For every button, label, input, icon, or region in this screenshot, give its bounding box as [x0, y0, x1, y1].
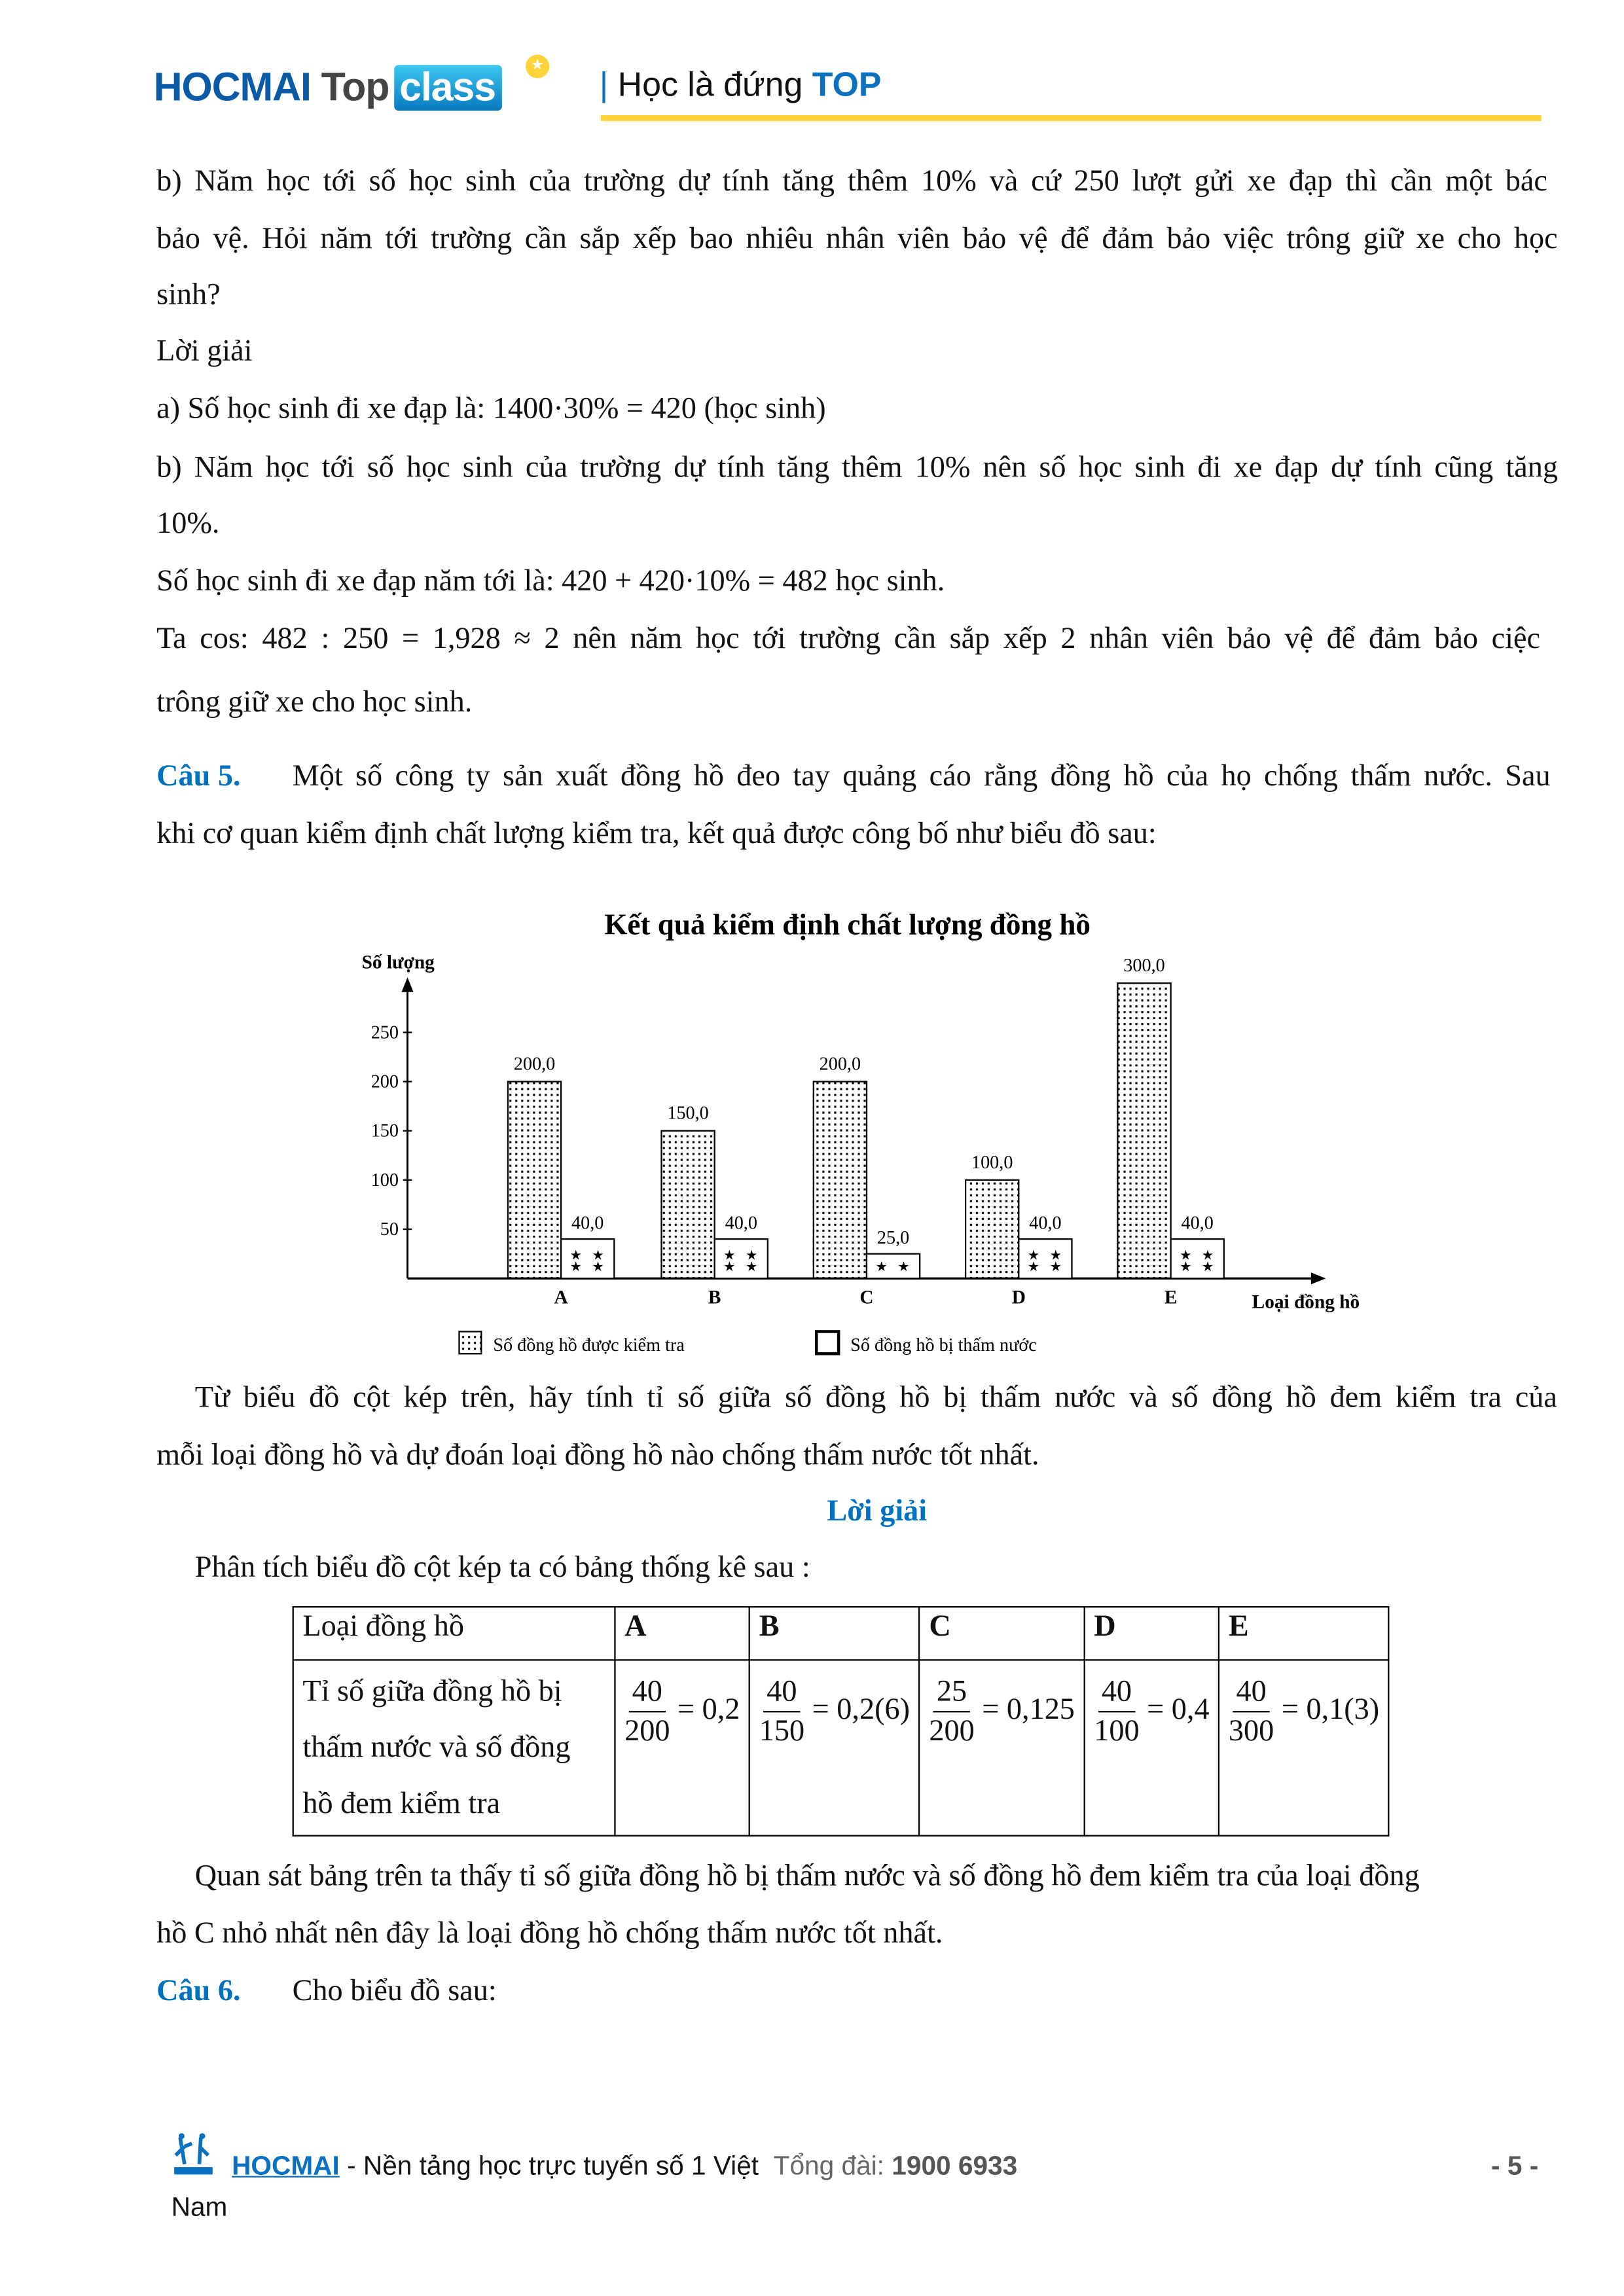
text-line: hồ C nhỏ nhất nên đây là loại đồng hồ chống thấm nước tốt nhất.	[156, 1917, 943, 1950]
x-axis-arrow	[1311, 1272, 1326, 1284]
data-label-tested: 300,0	[1123, 956, 1165, 977]
bar-leaking-D	[1019, 1239, 1072, 1278]
x-tick-label: E	[1164, 1287, 1178, 1308]
data-label-tested: 200,0	[819, 1054, 861, 1075]
denominator: 200	[929, 1715, 975, 1748]
hocmai-footer-logo-icon	[171, 2132, 216, 2176]
star-pattern-icon: ★	[592, 1259, 604, 1274]
star-pattern-icon: ★	[1201, 1248, 1214, 1263]
text-line: Cho biểu đồ sau:	[292, 1975, 497, 2008]
table-row	[293, 1660, 1389, 1835]
text-line: bảo vệ. Hỏi năm tới trường cần sắp xếp bao nhiêu nhân viên bảo vệ để đảm bảo việc trông giữ xe cho học	[156, 223, 1558, 256]
data-label-leaking: 40,0	[571, 1213, 604, 1234]
star-pattern-icon: ★	[592, 1248, 604, 1263]
question-6-label: Câu 6.	[156, 1975, 241, 2008]
footer-text	[232, 2151, 1017, 2181]
table-row-label: Tỉ số giữa đồng hồ bị thấm nước và số đồng hồ đem kiểm tra	[293, 1660, 615, 1835]
text-line: khi cơ quan kiểm định chất lượng kiểm tra, kết quả được công bố như biểu đồ sau:	[156, 817, 1157, 851]
legend-label-tested: Số đồng hồ được kiểm tra	[493, 1335, 685, 1355]
text-line: 10%.	[156, 507, 220, 541]
star-pattern-icon: ★	[569, 1259, 582, 1274]
footer-tagline: - Nền tảng học trực tuyến số 1 Việt	[347, 2151, 759, 2181]
bar-leaking-E	[1171, 1239, 1224, 1278]
bar-tested-D	[965, 1180, 1019, 1278]
data-label-leaking: 25,0	[876, 1227, 910, 1248]
question-5-label: Câu 5.	[156, 760, 241, 793]
text-line: sinh?	[156, 279, 221, 312]
text-line: b) Năm học tới số học sinh của trường dự tính tăng thêm 10% nên số học sinh đi xe đạp dự tính cũng tăng	[156, 452, 1558, 484]
text-line: Một số công ty sản xuất đồng hồ đeo tay quảng cáo rằng đồng hồ của họ chống thấm nước. Sau	[292, 760, 1551, 793]
numerator: 40	[1233, 1672, 1269, 1712]
table-header-cell: B	[749, 1607, 920, 1660]
text-line: Số học sinh đi xe đạp năm tới là: 420 + 420·10% = 482 học sinh.	[156, 565, 945, 598]
table-header-cell: Loại đồng hồ	[293, 1607, 615, 1660]
numerator: 40	[764, 1672, 800, 1712]
star-pattern-icon: ★	[745, 1259, 758, 1274]
table-header-cell: E	[1219, 1607, 1389, 1660]
hocmai-topclass-logo: HOCMAI Top class	[154, 65, 501, 111]
star-pattern-icon: ★	[1049, 1259, 1062, 1274]
text-line: mỗi loại đồng hồ và dự đoán loại đồng hồ nào chống thấm nước tốt nhất.	[156, 1439, 1039, 1472]
tagline: | Học là đứng TOP	[599, 65, 882, 103]
star-pattern-icon: ★	[897, 1259, 910, 1274]
data-label-leaking: 40,0	[1029, 1213, 1062, 1234]
legend-label-leaking: Số đồng hồ bị thấm nước	[850, 1335, 1037, 1355]
y-tick-label: 200	[370, 1071, 399, 1092]
legend-swatch-leaking	[816, 1331, 839, 1354]
bar-tested-E	[1117, 983, 1170, 1278]
star-pattern-icon: ★	[1180, 1259, 1192, 1274]
footer-text-wrap: Nam	[171, 2192, 228, 2222]
star-badge-icon: ★	[526, 54, 549, 78]
denominator: 200	[624, 1715, 670, 1748]
hotline-number: 1900 6933	[892, 2151, 1018, 2181]
star-pattern-icon: ★	[875, 1259, 888, 1274]
y-tick-label: 100	[370, 1170, 399, 1191]
denominator: 150	[759, 1715, 805, 1748]
x-tick-label: B	[708, 1287, 721, 1308]
text-line: Quan sát bảng trên ta thấy tỉ số giữa đồng hồ bị thấm nước và số đồng hồ đem kiểm tra của loại đồng	[194, 1859, 1420, 1893]
table-header-cell: D	[1085, 1607, 1219, 1660]
table-header-cell: C	[920, 1607, 1085, 1660]
denominator: 300	[1228, 1715, 1274, 1748]
table-header-cell: A	[615, 1607, 749, 1660]
numerator: 40	[629, 1672, 665, 1712]
text-line: Ta cos: 482 : 250 = 1,928 ≈ 2 nên năm học tới trường cần sắp xếp 2 nhân viên bảo vệ để đảm bảo ciệc	[156, 622, 1541, 656]
ratio-result: = 0,2	[677, 1693, 740, 1727]
bar-leaking-B	[715, 1239, 768, 1278]
x-tick-label: A	[554, 1287, 568, 1308]
bar-tested-B	[661, 1131, 714, 1279]
hotline-label: Tổng đài:	[773, 2151, 884, 2181]
bar-leaking-C	[867, 1254, 920, 1279]
solution-title: Lời giải	[827, 1495, 928, 1528]
ratio-result: = 0,125	[982, 1693, 1075, 1727]
x-axis-label: Loại đồng hồ	[1252, 1291, 1360, 1313]
star-pattern-icon: ★	[1201, 1259, 1214, 1274]
y-tick-label: 250	[370, 1022, 399, 1043]
page-number: - 5 -	[1491, 2151, 1539, 2181]
text-line: Từ biểu đồ cột kép trên, hãy tính tỉ số giữa số đồng hồ bị thấm nước và số đồng hồ đem kiểm tra của	[194, 1382, 1557, 1414]
data-label-tested: 100,0	[971, 1152, 1013, 1173]
star-pattern-icon: ★	[1027, 1259, 1039, 1274]
hocmai-link[interactable]: HOCMAI	[232, 2151, 340, 2181]
y-tick-label: 150	[370, 1121, 399, 1141]
data-label-tested: 150,0	[667, 1103, 709, 1124]
legend-swatch-tested	[459, 1331, 481, 1354]
ratio-table	[293, 1606, 1390, 1837]
star-pattern-icon: ★	[723, 1259, 736, 1274]
bar-tested-C	[814, 1082, 867, 1279]
x-tick-label: D	[1011, 1287, 1026, 1308]
star-pattern-icon: ★	[569, 1248, 582, 1263]
x-tick-label: C	[859, 1287, 874, 1308]
data-label-tested: 200,0	[513, 1054, 556, 1075]
text-line: a) Số học sinh đi xe đạp là: 1400·30% = 420 (học sinh)	[156, 392, 826, 425]
star-pattern-icon: ★	[723, 1248, 736, 1263]
star-pattern-icon: ★	[745, 1248, 758, 1263]
text-line: Lời giải	[156, 334, 253, 368]
star-pattern-icon: ★	[1180, 1248, 1192, 1263]
bar-tested-A	[508, 1082, 561, 1279]
table-header-row	[293, 1607, 1389, 1660]
bar-leaking-A	[561, 1239, 614, 1278]
ratio-result: = 0,1(3)	[1281, 1693, 1380, 1727]
star-pattern-icon: ★	[1027, 1248, 1039, 1263]
y-axis-label: Số lượng	[361, 952, 435, 973]
numerator: 40	[1098, 1672, 1134, 1712]
denominator: 100	[1094, 1715, 1140, 1748]
ratio-result: = 0,2(6)	[812, 1693, 911, 1727]
text-line: b) Năm học tới số học sinh của trường dự tính tăng thêm 10% và cứ 250 lượt gửi xe đạp thì cần một bác	[156, 165, 1547, 198]
chart-title: Kết quả kiểm định chất lượng đồng hồ	[604, 908, 1091, 941]
ratio-result: = 0,4	[1147, 1693, 1210, 1727]
star-pattern-icon: ★	[1049, 1248, 1062, 1263]
text-line: Phân tích biểu đồ cột kép ta có bảng thống kê sau :	[194, 1551, 810, 1585]
data-label-leaking: 40,0	[1181, 1213, 1214, 1234]
data-label-leaking: 40,0	[725, 1213, 757, 1234]
y-axis-arrow	[401, 977, 413, 992]
text-line: trông giữ xe cho học sinh.	[156, 686, 473, 719]
numerator: 25	[933, 1672, 969, 1712]
y-tick-label: 50	[380, 1219, 399, 1240]
